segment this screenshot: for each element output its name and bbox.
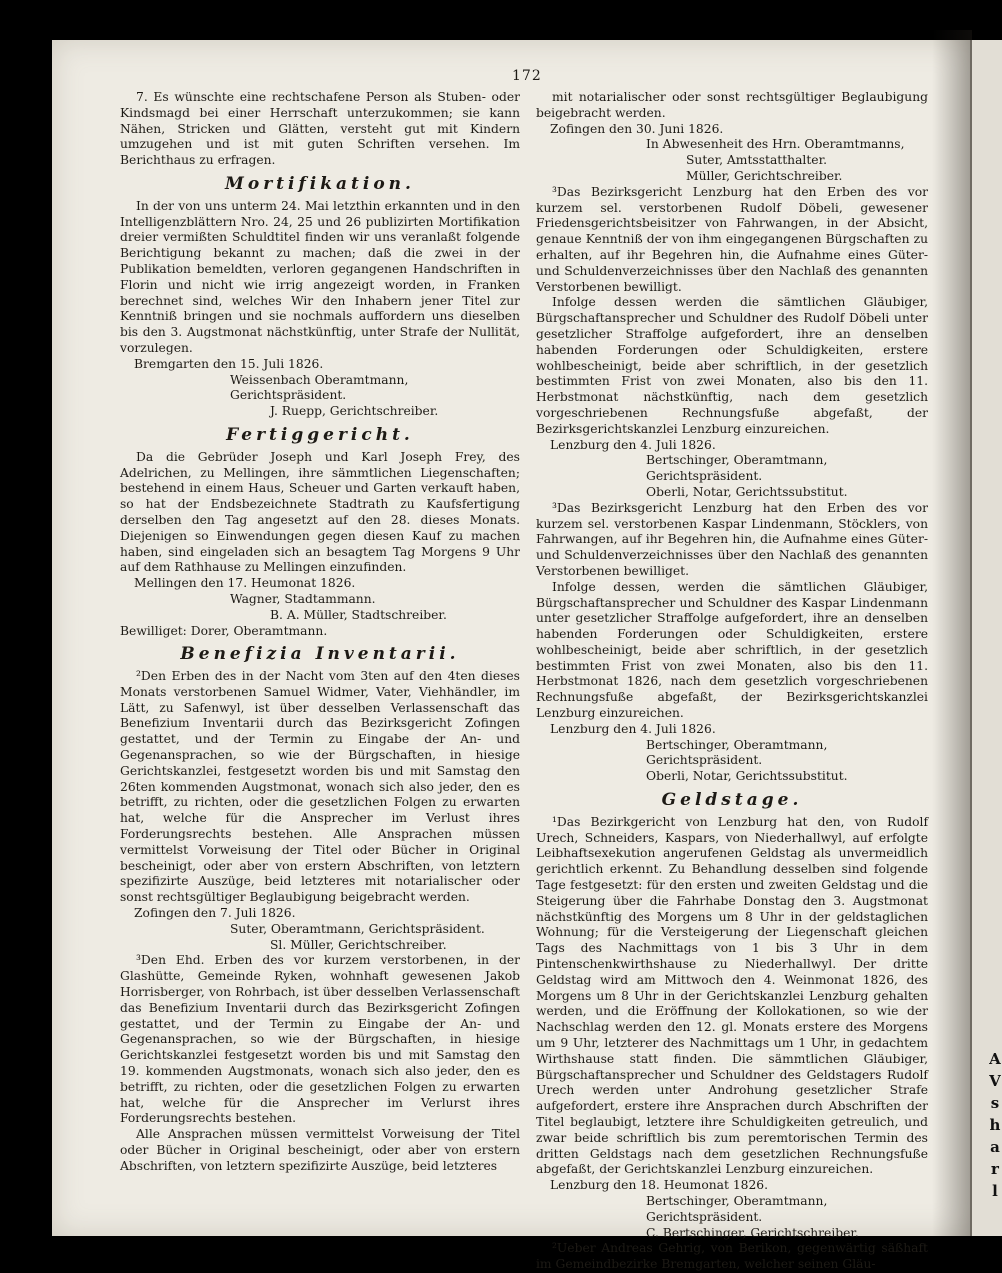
place-date-line: Mellingen den 17. Heumonat 1826. (134, 576, 356, 591)
signature-line: Suter, Amtsstatthalter. (686, 153, 828, 168)
signature-line: J. Ruepp, Gerichtschreiber. (270, 404, 439, 419)
notice-paragraph: 7. Es wünschte eine rechtschafene Person als Stuben- oder Kindsmagd bei einer Herrschaft unterzukommen; sie kann Nähen, Stricken und Glätten, versteht gut mit Kindern umzugehen und ist mit guten Schriften versehen. Im Berichthaus zu erfragen. (120, 90, 520, 168)
section-heading: Mortifikation. (225, 173, 415, 194)
notice-paragraph: mit notarialischer oder sonst rechtsgültiger Beglaubigung beigebracht werden. (536, 90, 928, 120)
notice-paragraph: Da die Gebrüder Joseph und Karl Joseph Frey, des Adelrichen, zu Mellingen, ihre sämmtlichen Liegenschaften; bestehend in einem Haus, Scheuer und Garten verkauft haben, so hat der Endsbezeichnete Stadtrath zu Kaufsfertigung derselben den Tag angesetzt auf den 28. dieses Monats. Diejenigen so Einwendungen gegen diesen Kauf zu machen haben, sind eingeladen sich an besagtem Tag Morgens 9 Uhr auf dem Rathhause zu Mellingen einzufinden. (120, 449, 520, 575)
notice-paragraph: ³Das Bezirksgericht Lenzburg hat den Erben des vor kurzem sel. verstorbenen Rudolf Döbeli, gewesener Friedensgerichtsbeisitzer von Fahrwangen, in der Absicht, genaue Kenntniß der von ihm eingegangenen Bürgschaften zu erhalten, auf ihr Begehren hin, die Aufnahme eines Güter- und Schuldenverzeichnisses über den Nachlaß des genannten Verstorbenen bewilligt. (536, 184, 928, 294)
left-column (120, 90, 520, 1175)
notice-paragraph: ³Den Ehd. Erben des vor kurzem verstorbenen, in der Glashütte, Gemeinde Ryken, wohnhaft gewesenen Jakob Horrisberger, von Rohrbach, ist über desselben Verlassenschaft das Benefizium Inventarii durch das Bezirksgericht Zofingen gestattet, und der Termin zu Eingabe der An- und Gegenansprachen, so wie der Bürgschaften, in hiesige Gerichtskanzlei festgesetzt worden bis und mit Samstag den 19. kommenden Augstmonats, wonach sich also jeder, den es betrifft, zu richten, oder die gesetzlichen Folgen zu erwarten hat, welche für die Ansprecher im Verlurst ihres Forderungsrechts bestehen. (120, 953, 520, 1126)
signature-line: Oberli, Notar, Gerichtssubstitut. (646, 484, 848, 499)
notice-paragraph: In der von uns unterm 24. Mai letzthin erkannten und in den Intelligenzblättern Nro. 24, 25 und 26 publizirten Mortifikation dreier vermißten Schuldtitel finden wir uns veranlaßt folgende Berichtigung bekannt zu machen; daß die zwei in der Publikation bemeldten, verloren gegangenen Handschriften in Florin und nicht wie irrig angezeigt worden, in Franken berechnet sind, welches Wir den Inhabern jener Titel zur Kenntniß bringen und sie nochmals auffordern uns dieselben bis den 3. Augstmonat nächstkünftig, unter Strafe der Nullität, vorzulegen. (120, 198, 520, 355)
signature-line: Wagner, Stadtammann. (230, 591, 376, 606)
scan-background (0, 0, 55, 1236)
signature-line: Bertschinger, Oberamtmann, Gerichtspräsident. (646, 1193, 828, 1224)
adjacent-page-letter: h (989, 1116, 1001, 1134)
signature-line: B. A. Müller, Stadtschreiber. (270, 607, 447, 622)
signature-line: Oberli, Notar, Gerichtssubstitut. (646, 769, 848, 784)
signature-line: C. Bertschinger, Gerichtschreiber. (646, 1225, 859, 1240)
adjacent-page-edge (970, 40, 1002, 1236)
notice-paragraph: ¹Das Bezirkgericht von Lenzburg hat den, von Rudolf Urech, Schneiders, Kaspars, von Niederhallwyl, auf erfolgte Leibhaftsexekution angerufenen Geldstag als unvermeidlich gerichtlich erkennt. Zu Behandlung desselben sind folgende Tage festgesetzt: für den ersten und zweiten Geldstag und die Steigerung über die Fahrhabe Donstag den 3. Augstmonat nächstkünftig des Morgens um 8 Uhr in der geldstaglichen Wohnung; für die Versteigerung der Liegenschaft gleichen Tags des Nachmittags von 1 bis 3 Uhr in dem Pintenschenkwirthshause zu Niederhallwyl. Der dritte Geldstag wird am Mittwoch den 4. Weinmonat 1826, des Morgens um 8 Uhr in der Gerichtskanzlei Lenzburg gehalten werden, und die Eröffnung der Kollokationen, so wie der Nachschlag werden den 12. gl. Monats erstere des Morgens um 9 Uhr, letzterer des Nachmittags um 1 Uhr, in gedachtem Wirthshause statt finden. Die sämmtlichen Gläubiger, Bürgschaftansprecher und Schuldner des Geldstagers Rudolf Urech werden unter Androhung gesetzlicher Strafe aufgefordert, erstere ihre Ansprachen durch Abschriften der Titel beglaubigt, letztere ihre Schuldigkeiten getreulich, und zwar beide schriftlich bis zum peremtorischen Termin des dritten Geldstags nach dem gesetzlichen Rechnungsfuße abgefaßt, der Gerichtskanzlei Lenzburg einzureichen. (536, 814, 928, 1177)
adjacent-page-letter: A (989, 1050, 1001, 1068)
notice-paragraph: ²Ueber Andreas Gehrig, von Berikon, gegenwärtig säßhaft im Gemeindbezirke Bremgarten, welcher seinen Gläu- (536, 1241, 928, 1272)
page-number: 172 (512, 68, 542, 84)
notice-paragraph: Alle Ansprachen müssen vermittelst Vorweisung der Titel oder Bücher in Original bescheinigt, oder aber von erstern Abschriften, von letztern spezifizirte Auszüge, beid letzteres (120, 1127, 520, 1173)
section-heading: Geldstage. (661, 790, 803, 811)
notice-paragraph: Infolge dessen, werden die sämtlichen Gläubiger, Bürgschaftansprecher und Schuldner des Kaspar Lindenmann unter gesetzlicher Straffolge aufgefordert, ihre an denselben habenden Forderungen oder Schuldigkeiten, erstere wohlbescheinigt, beide aber schriftlich, in der gesetzlich bestimmten Frist von zwei Monaten, also bis den 11. Herbstmonat 1826, nach dem gesetzlich vorgeschriebenen Rechnungsfuße abgefaßt, der Bezirksgerichtskanzlei Lenzburg einzureichen. (536, 579, 928, 721)
signature-line: In Abwesenheit des Hrn. Oberamtmanns, (646, 137, 905, 152)
signature-line: Bertschinger, Oberamtmann, Gerichtspräsident. (646, 453, 828, 484)
place-date-line: Bremgarten den 15. Juli 1826. (134, 356, 324, 371)
place-date-line: Zofingen den 30. Juni 1826. (550, 121, 724, 136)
right-column (536, 90, 928, 1273)
place-date-line: Lenzburg den 4. Juli 1826. (550, 437, 716, 452)
gutter-shadow (932, 30, 972, 1236)
signature-line: Suter, Oberamtmann, Gerichtspräsident. (230, 921, 485, 936)
place-date-line: Lenzburg den 4. Juli 1826. (550, 721, 716, 736)
adjacent-page-letter: s (990, 1094, 1000, 1112)
adjacent-page-letter: r (991, 1160, 999, 1178)
section-heading: Benefizia Inventarii. (180, 644, 460, 665)
signature-line: Bertschinger, Oberamtmann, Gerichtspräsident. (646, 737, 828, 768)
adjacent-page-letter: V (989, 1072, 1001, 1090)
adjacent-page-letter: a (990, 1138, 1000, 1156)
notice-paragraph: ²Den Erben des in der Nacht vom 3ten auf den 4ten dieses Monats verstorbenen Samuel Widmer, Vater, Viehhändler, im Lätt, zu Safenwyl, ist über desselben Verlassenschaft das Benefizium Inventarii durch das Bezirksgericht Zofingen gestattet, und der Termin zu Eingabe der An- und Gegenansprachen, so wie der Bürgschaften, in hiesige Gerichtskanzlei, festgesetzt worden bis und mit Samstag den 26ten kommenden Augstmonat, wonach sich also jeder, den es betrifft, zu richten, oder die gesetzlichen Folgen zu erwarten hat, welche für die Ansprecher im Verlust ihres Forderungsrechts bestehen. Alle Ansprachen müssen vermittelst Vorweisung der Titel oder Bücher in Original bescheinigt, oder aber von erstern Abschriften, von letztern spezifizirte Auszüge, beid letzteres mit notarialischer oder sonst rechtsgültiger Beglaubigung beigebracht werden. (120, 669, 520, 905)
notice-paragraph: ³Das Bezirksgericht Lenzburg hat den Erben des vor kurzem sel. verstorbenen Kaspar Lindenmann, Stöcklers, von Fahrwangen, auf ihr Begehren hin, die Aufnahme eines Güter- und Schuldenverzeichnisses über den Nachlaß des genannten Verstorbenen bewilliget. (536, 500, 928, 578)
place-date-line: Lenzburg den 18. Heumonat 1826. (550, 1178, 769, 1193)
notice-paragraph: Infolge dessen werden die sämtlichen Gläubiger, Bürgschaftansprecher und Schuldner des Rudolf Döbeli unter gesetzlicher Straffolge aufgefordert, ihre an denselben habenden Forderungen oder Schuldigkeiten, erstere wohlbescheinigt, beide aber schriftlich, in der gesetzlich bestimmten Frist von zwei Monaten, also bis den 11. Herbstmonat nächstkünftig, nach dem gesetzlich vorgeschriebenen Rechnungsfuße abgefaßt, der Bezirksgerichtskanzlei Lenzburg einzureichen. (536, 295, 928, 436)
section-heading: Fertiggericht. (226, 424, 414, 445)
place-date-line: Zofingen den 7. Juli 1826. (134, 906, 296, 921)
approval-line: Bewilliget: Dorer, Oberamtmann. (120, 623, 328, 638)
signature-line: Weissenbach Oberamtmann, Gerichtspräsident. (230, 372, 409, 403)
signature-line: Müller, Gerichtschreiber. (686, 168, 843, 183)
signature-line: Sl. Müller, Gerichtschreiber. (270, 937, 447, 952)
adjacent-page-letter: l (992, 1182, 998, 1200)
